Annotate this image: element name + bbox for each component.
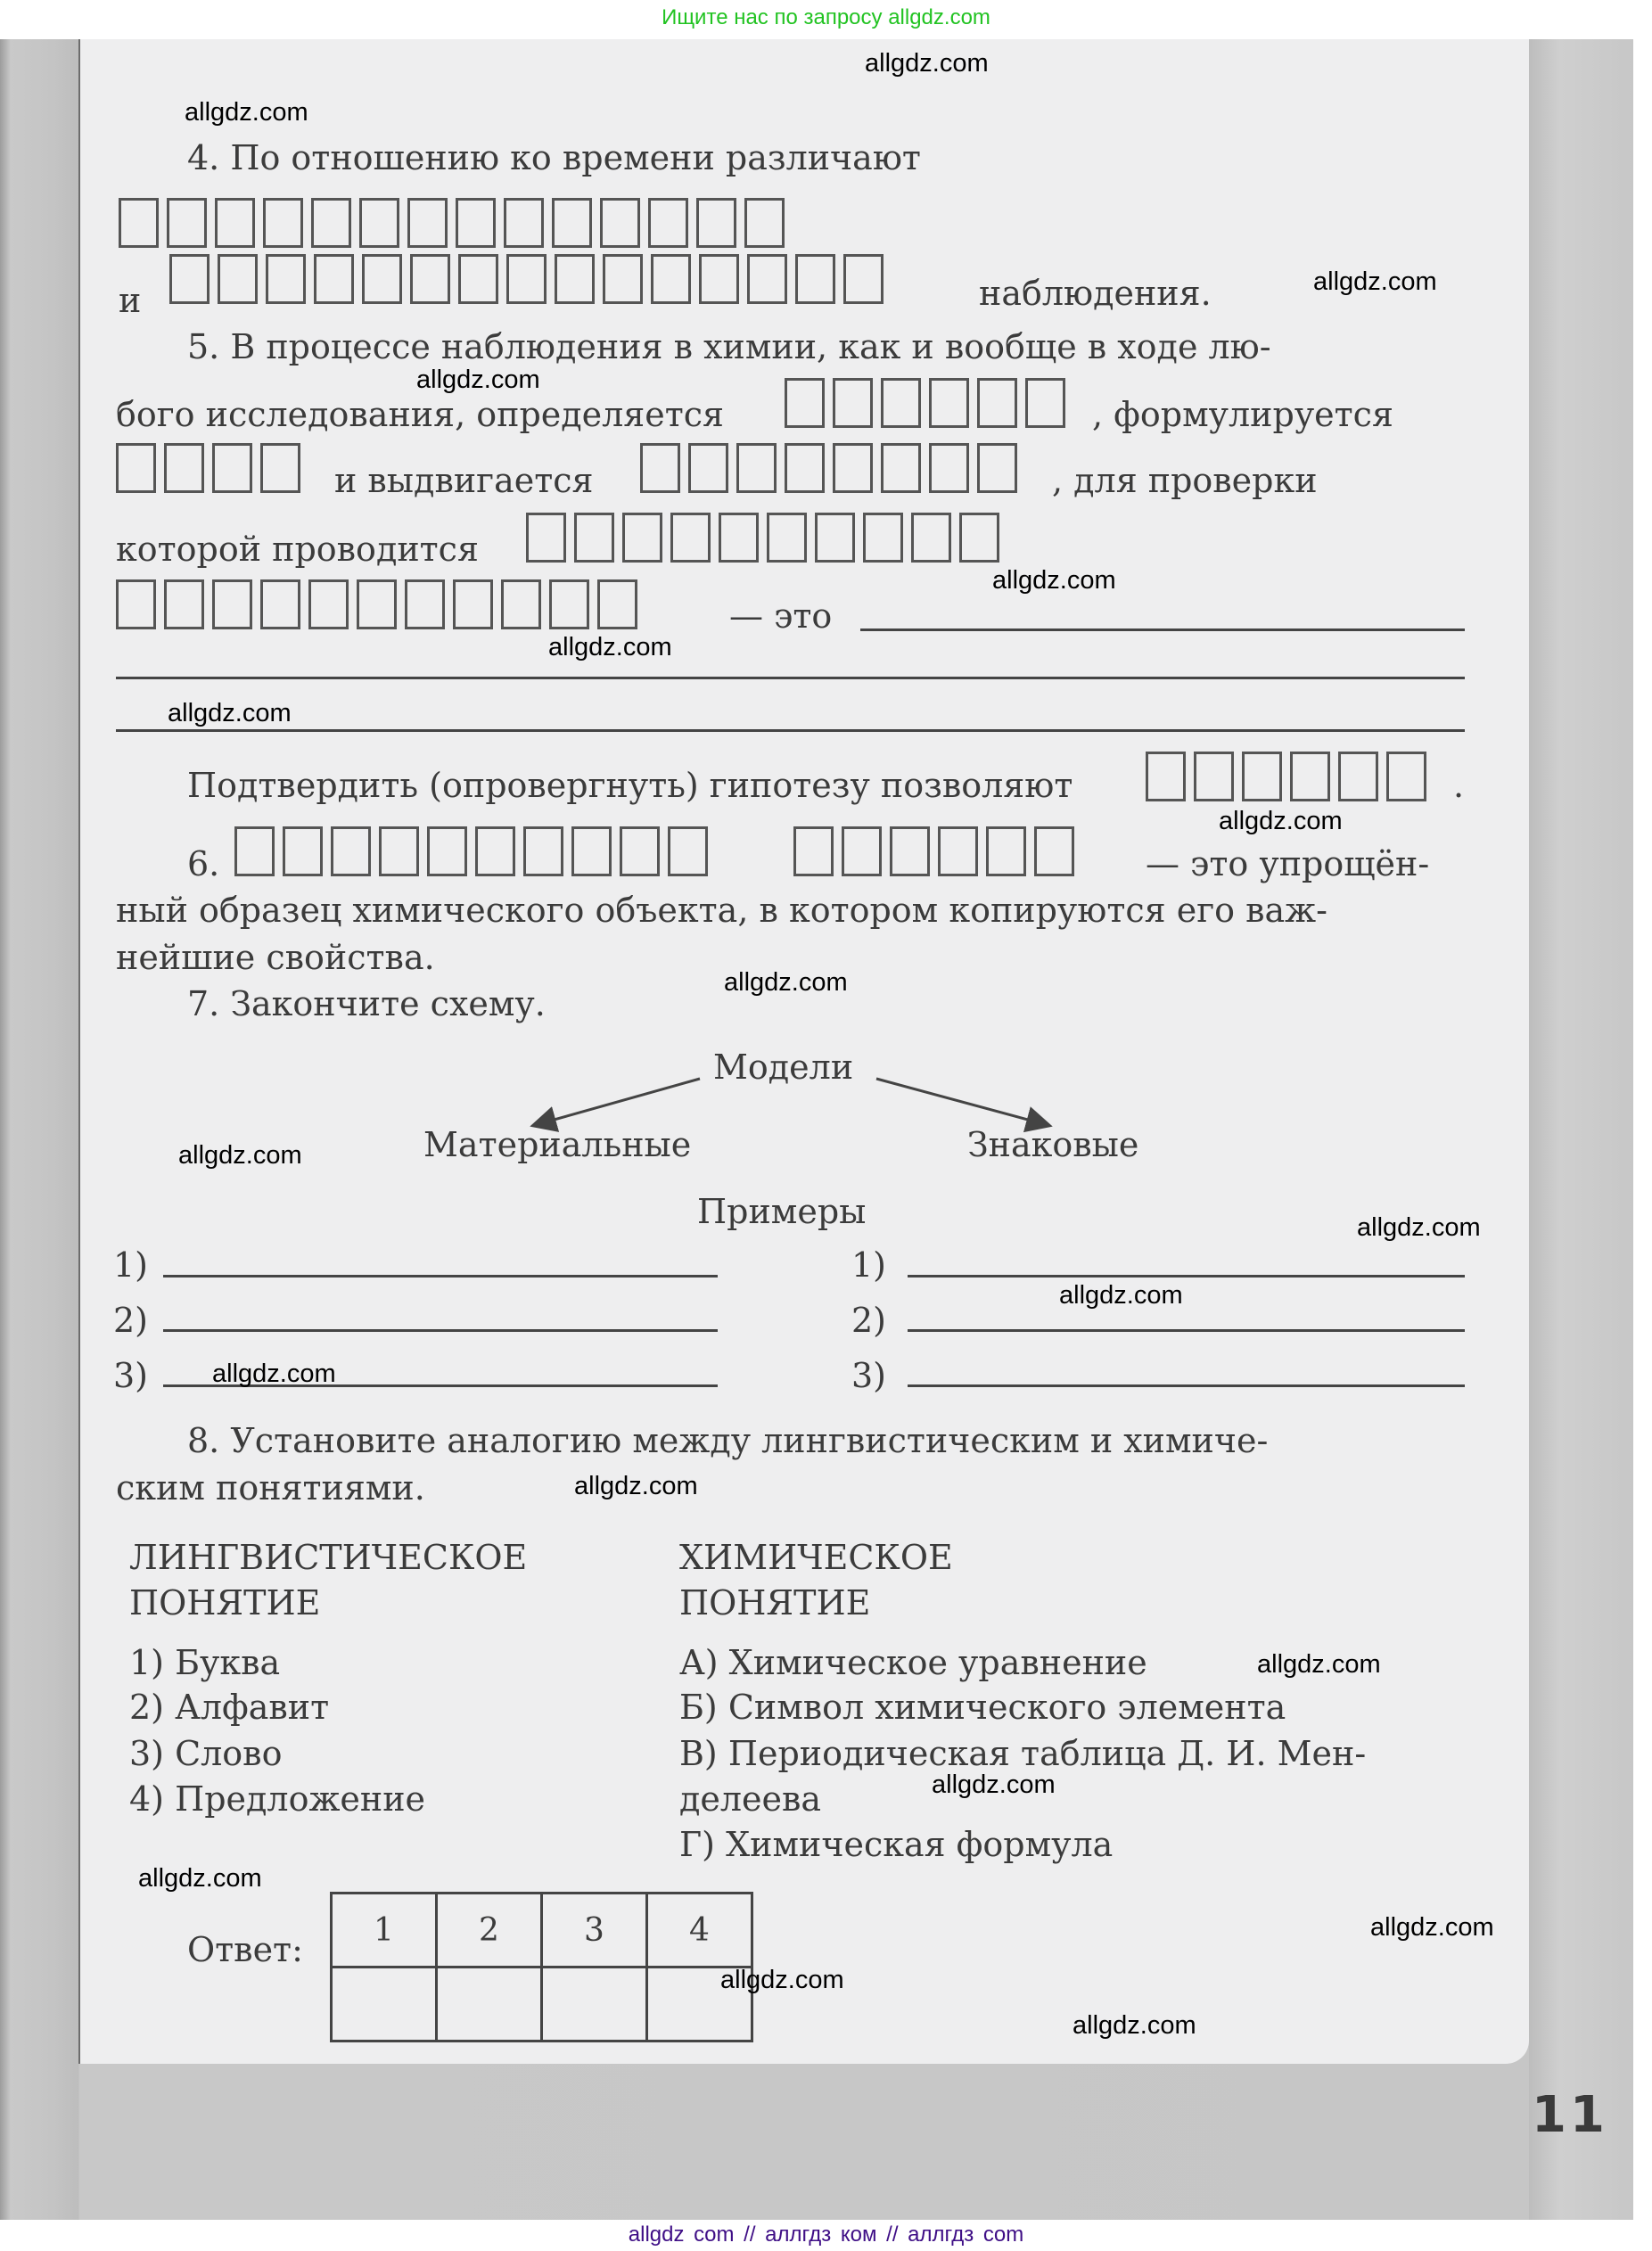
watermark: allgdz.com: [1073, 2011, 1196, 2040]
answer-col-4: 4: [647, 1894, 752, 1968]
watermark: allgdz.com: [1357, 1213, 1481, 1242]
page-number: 11: [1532, 2086, 1608, 2144]
left-example-1-label: 1): [113, 1245, 149, 1285]
watermark: allgdz.com: [865, 49, 989, 78]
q5-confirm-text: Подтвердить (опровергнуть) гипотезу позволяют: [187, 766, 1073, 805]
q8-line1: 8. Установите аналогию между лингвистическим и химиче-: [187, 1421, 1269, 1460]
left-example-3-label: 3): [113, 1356, 149, 1395]
answer-cell-2[interactable]: [437, 1968, 542, 2042]
linguistic-item-4: 4) Предложение: [129, 1779, 426, 1819]
q5-line1: 5. В процессе наблюдения в химии, как и вообще в ходе лю-: [187, 327, 1271, 366]
answer-cell-3[interactable]: [542, 1968, 647, 2042]
q4-suffix: наблюдения.: [979, 274, 1212, 313]
answer-table: [330, 1892, 753, 2042]
q7-title: 7. Закончите схему.: [187, 984, 546, 1023]
chemical-header-1: ХИМИЧЕСКОЕ: [679, 1538, 953, 1577]
watermark: allgdz.com: [212, 1360, 336, 1388]
chemical-header-2: ПОНЯТИЕ: [679, 1583, 871, 1623]
right-example-1-line[interactable]: [908, 1275, 1465, 1277]
watermark: allgdz.com: [992, 566, 1116, 595]
left-example-2-label: 2): [113, 1301, 149, 1340]
top-banner: Ищите нас по запросу allgdz.com: [662, 5, 990, 29]
watermark: allgdz.com: [1370, 1913, 1494, 1942]
q6-line3: нейшие свойства.: [116, 938, 435, 977]
watermark: allgdz.com: [1059, 1281, 1183, 1310]
linguistic-item-3: 3) Слово: [129, 1734, 283, 1773]
watermark: allgdz.com: [138, 1864, 262, 1893]
q6-suffix: — это упрощён-: [1146, 844, 1430, 883]
right-example-1-label: 1): [851, 1245, 887, 1285]
q6-line2: ный образец химического объекта, в котором копируются его важ-: [116, 891, 1327, 930]
watermark: allgdz.com: [932, 1770, 1056, 1799]
scheme-left-branch: Материальные: [423, 1125, 692, 1164]
right-example-3-label: 3): [851, 1356, 887, 1395]
q4-text: 4. По отношению ко времени различают: [187, 138, 921, 177]
answer-label: Ответ:: [187, 1930, 303, 1969]
answer-header-row: [332, 1894, 752, 1968]
watermark: allgdz.com: [1219, 807, 1343, 835]
chemical-item-b: Б) Символ химического элемента: [679, 1688, 1286, 1727]
q5-line5-suffix: — это: [729, 596, 833, 636]
answer-input-row: [332, 1968, 752, 2042]
q5-line2-suffix: , формулируется: [1092, 395, 1393, 434]
chemical-item-a: А) Химическое уравнение: [679, 1643, 1147, 1682]
right-example-2-line[interactable]: [908, 1329, 1465, 1332]
q8-line2: ским понятиями.: [116, 1468, 425, 1508]
footer-banner: allgdz com // аллгдз ком // аллгдз com: [628, 2222, 1024, 2247]
watermark: allgdz.com: [416, 366, 540, 394]
scheme-right-branch: Знаковые: [967, 1125, 1139, 1164]
watermark: allgdz.com: [574, 1472, 698, 1500]
q5-confirm-end: .: [1453, 766, 1465, 805]
chemical-item-v: В) Периодическая таблица Д. И. Мен-: [679, 1734, 1367, 1773]
linguistic-header-2: ПОНЯТИЕ: [129, 1583, 321, 1623]
right-example-2-label: 2): [851, 1301, 887, 1340]
chemical-item-v-cont: делеева: [679, 1779, 822, 1819]
answer-col-2: 2: [437, 1894, 542, 1968]
linguistic-item-2: 2) Алфавит: [129, 1688, 330, 1727]
watermark: allgdz.com: [724, 968, 848, 997]
linguistic-header-1: ЛИНГВИСТИЧЕСКОЕ: [129, 1538, 528, 1577]
scheme-root: Модели: [713, 1047, 854, 1087]
answer-col-1: 1: [332, 1894, 437, 1968]
answer-col-3: 3: [542, 1894, 647, 1968]
right-example-3-line[interactable]: [908, 1384, 1465, 1387]
left-example-1-line[interactable]: [163, 1275, 718, 1277]
scheme-examples-label: Примеры: [697, 1192, 867, 1231]
watermark: allgdz.com: [548, 633, 672, 661]
watermark: allgdz.com: [185, 98, 308, 127]
q5-line4-prefix: которой проводится: [116, 530, 479, 569]
q4-conj: и: [119, 281, 142, 320]
q6-number: 6.: [187, 844, 220, 883]
watermark: allgdz.com: [720, 1966, 844, 1994]
watermark: allgdz.com: [178, 1141, 302, 1170]
left-example-2-line[interactable]: [163, 1329, 718, 1332]
watermark: allgdz.com: [1313, 267, 1437, 296]
chemical-item-g: Г) Химическая формула: [679, 1825, 1114, 1864]
linguistic-item-1: 1) Буква: [129, 1643, 281, 1682]
q5-line3-mid: и выдвигается: [334, 461, 594, 500]
q5-line2-prefix: бого исследования, определяется: [116, 395, 725, 434]
answer-cell-1[interactable]: [332, 1968, 437, 2042]
watermark: allgdz.com: [1257, 1650, 1381, 1679]
watermark: allgdz.com: [168, 699, 292, 727]
q5-line3-suffix: , для проверки: [1052, 461, 1318, 500]
